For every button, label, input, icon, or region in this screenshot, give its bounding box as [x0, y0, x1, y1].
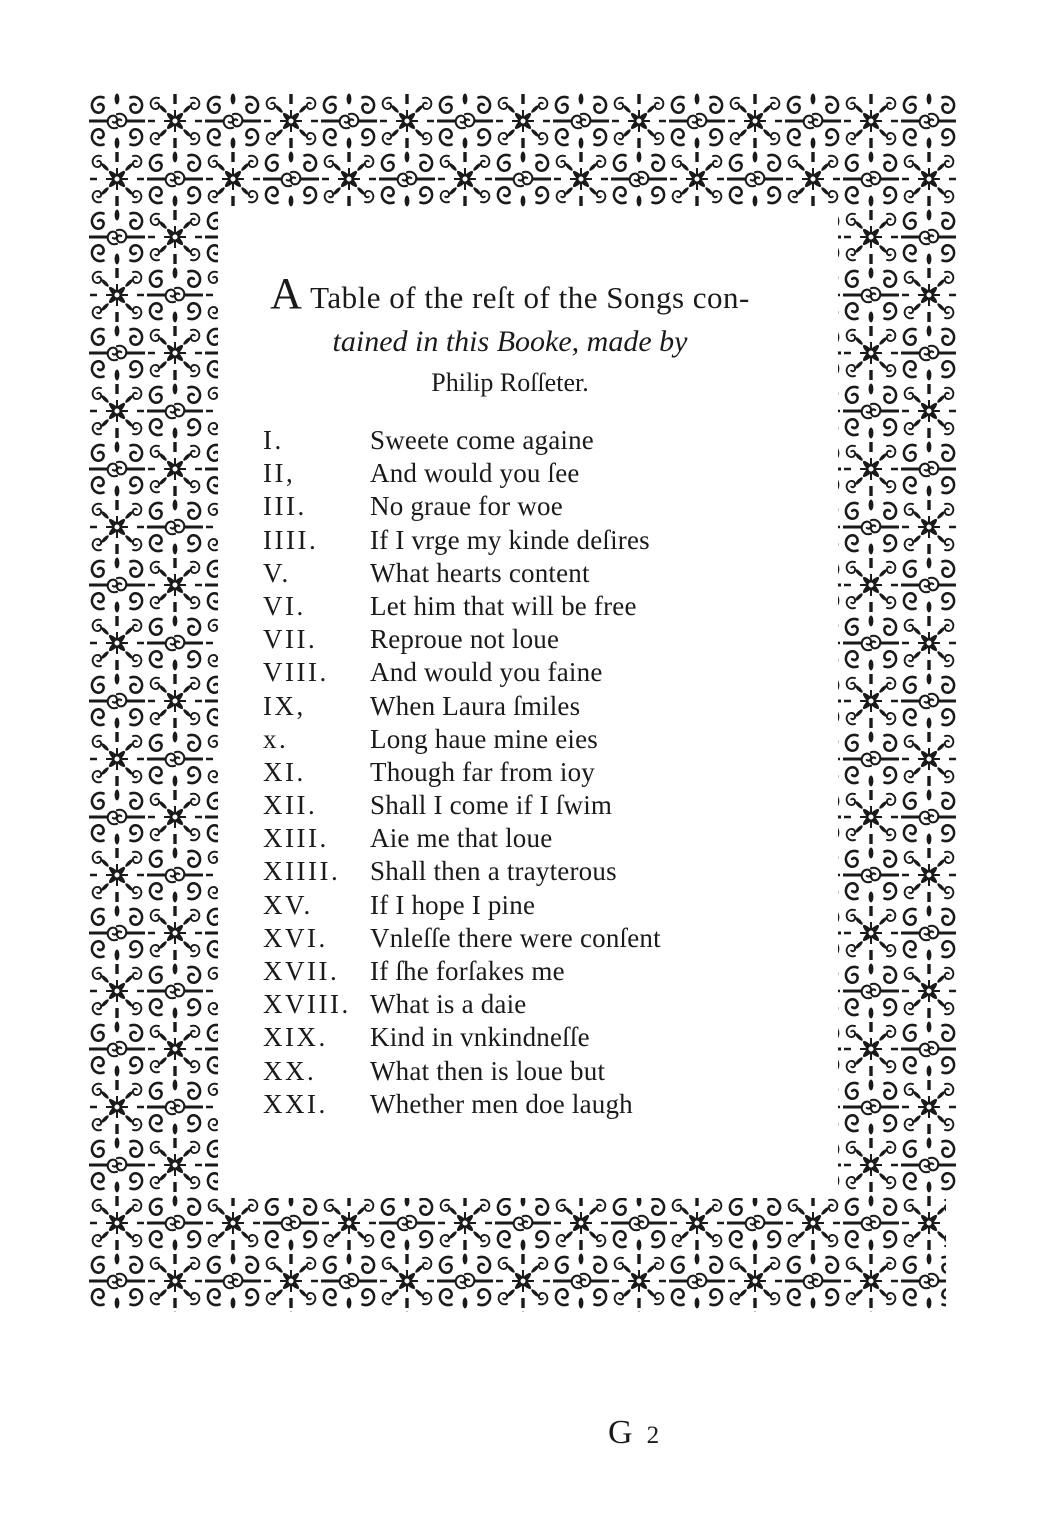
song-row	[263, 1055, 743, 1088]
song-row	[263, 756, 743, 789]
song-title: Shall I come if I ſwim	[370, 790, 613, 821]
song-title: Shall then a trayterous	[370, 856, 617, 887]
song-title: Kind in vnkindneſſe	[370, 1022, 590, 1053]
song-title: No graue for woe	[370, 491, 563, 522]
song-numeral: x.	[263, 723, 289, 754]
song-row	[263, 457, 743, 490]
song-table	[263, 424, 743, 1121]
song-title: Reproue not loue	[370, 624, 560, 655]
border-band-top	[88, 92, 956, 208]
song-row	[263, 822, 743, 855]
song-numeral: VI.	[263, 590, 306, 621]
song-row	[263, 855, 743, 888]
song-row	[263, 922, 743, 955]
song-row	[263, 955, 743, 988]
border-band-bottom	[88, 1198, 946, 1312]
song-row	[263, 623, 743, 656]
song-numeral: IIII.	[263, 524, 319, 555]
song-row	[263, 656, 743, 689]
song-title: If I vrge my kinde deſires	[370, 524, 650, 555]
song-numeral: XIX.	[263, 1022, 328, 1053]
song-numeral: XVI.	[263, 922, 328, 953]
signature-number: 2	[646, 1422, 660, 1449]
song-title: What then is loue but	[370, 1055, 606, 1086]
song-row	[263, 889, 743, 922]
song-title: Though far from ioy	[370, 756, 595, 787]
song-title: What is a daie	[370, 989, 527, 1020]
signature-letter: G	[608, 1414, 633, 1451]
song-numeral: XX.	[263, 1055, 317, 1086]
song-row	[263, 524, 743, 557]
song-title: If ſhe forſakes me	[370, 956, 565, 986]
song-title: Let him that will be free	[370, 590, 637, 621]
song-title: Sweete come againe	[370, 425, 594, 455]
song-numeral: V.	[263, 557, 291, 588]
border-band-right	[838, 208, 956, 1198]
song-numeral: XXI.	[263, 1088, 328, 1119]
song-title: And would you faine	[370, 657, 603, 688]
song-numeral: XVIII.	[263, 989, 351, 1020]
song-numeral: XIII.	[263, 823, 329, 854]
song-title: Whether men doe laugh	[370, 1088, 633, 1119]
song-numeral: IX,	[263, 690, 306, 721]
song-title: What hearts content	[370, 557, 590, 588]
song-row	[263, 723, 743, 756]
song-numeral: II,	[263, 458, 296, 489]
title-line-1: A Table of the reſt of the Songs con-	[270, 269, 750, 318]
song-title: Vnleſſe there were conſent	[370, 922, 661, 953]
song-numeral: VIII.	[263, 657, 329, 688]
song-row	[263, 424, 743, 457]
song-title: When Laura ſmiles	[370, 690, 581, 721]
song-row	[263, 690, 743, 723]
song-row	[263, 590, 743, 623]
song-numeral: XI.	[263, 756, 306, 787]
song-title: Long haue mine eies	[370, 723, 598, 754]
song-row	[263, 1021, 743, 1054]
song-numeral: VII.	[263, 624, 318, 655]
title-line-3-author: Philip Roſſeter.	[431, 368, 589, 397]
song-numeral: XV.	[263, 889, 313, 920]
song-numeral: XIIII.	[263, 856, 341, 887]
song-title: If I hope I pine	[370, 889, 536, 920]
song-numeral: XII.	[263, 790, 318, 821]
song-title: Aie me that loue	[370, 823, 553, 854]
song-title: And would you ſee	[370, 458, 580, 489]
table-title-block	[195, 269, 825, 401]
song-numeral: III.	[263, 491, 307, 522]
title-line-2: tained in this Booke, made by	[332, 325, 688, 358]
song-row	[263, 490, 743, 523]
song-row	[263, 988, 743, 1021]
song-row	[263, 1088, 743, 1121]
song-numeral: I.	[263, 425, 284, 455]
song-row	[263, 557, 743, 590]
signature-mark	[608, 1414, 659, 1452]
song-row	[263, 789, 743, 822]
song-numeral: XVII.	[263, 956, 340, 986]
